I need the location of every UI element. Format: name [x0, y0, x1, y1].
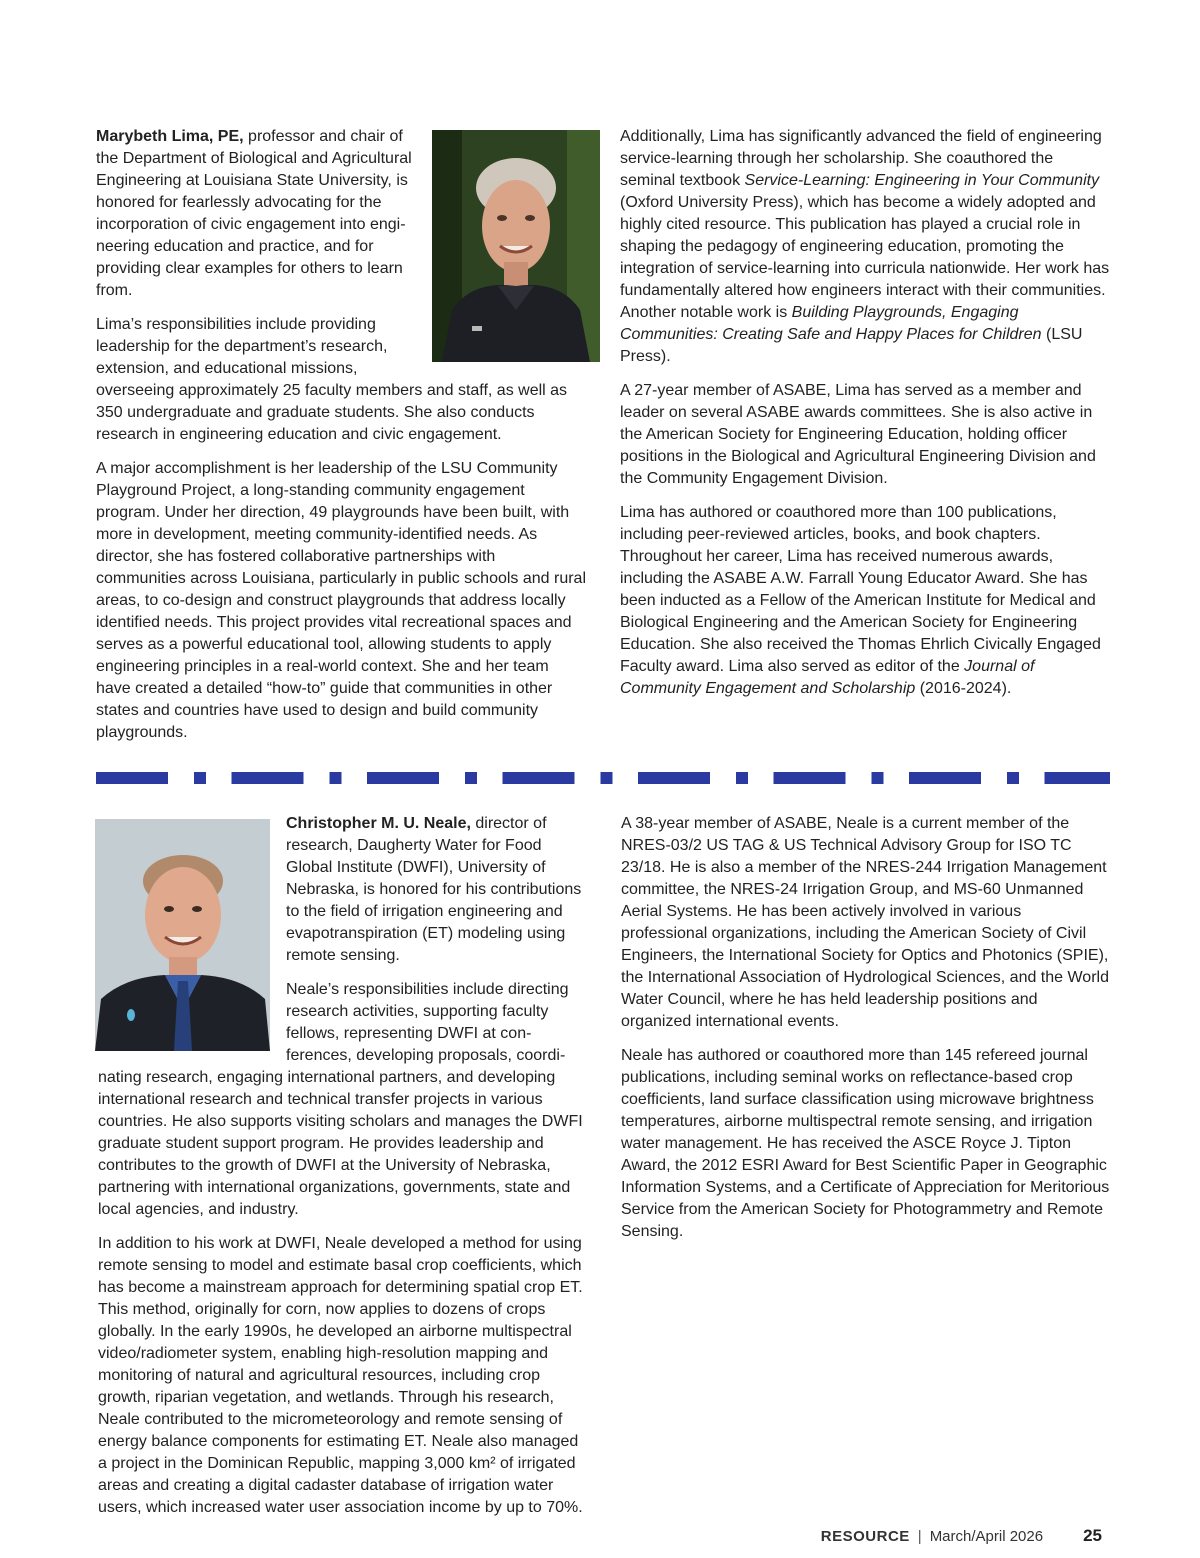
- lima-name: Marybeth Lima, PE,: [96, 128, 244, 145]
- lima-membership-paragraph: A 27-year member of ASABE, Lima has served as a member and leader on several ASABE awards committees. She is also active in the American Society for Engineering Education, holding officer positions in the Biological and Agricultural Engineering Division and the Community Engagement Division.: [620, 382, 1096, 487]
- divider-dot: [736, 772, 748, 784]
- lima-scholarship-text-1: Additionally, Lima has significantly advanced the field of engineering service-learning through her scholarship. She coauthored the seminal textbook: [620, 128, 1102, 189]
- section-divider: [96, 772, 1110, 784]
- lima-portrait-photo: [432, 130, 600, 362]
- magazine-name: RESOURCE: [820, 1528, 910, 1545]
- lima-playground-paragraph: A major accomplishment is her leadership of the LSU Community Playground Project, a long-standing community engagement program. Under her direction, 49 playgrounds have been built, with more in development, meeting community-identified needs. As director, she has fostered collaborative partnerships with communities across Louisiana, particularly in public schools and rural areas, to co-design and construct playgrounds that address locally identified needs. This project provides vital recreational spaces and serves as a powerful educational tool, allowing students to apply engineering principles in a real-world context. She and her team have created a detailed “how-to” guide that communities in other states and countries have used to design and build community playgrounds.: [96, 460, 587, 741]
- divider-dash: [1045, 772, 1111, 784]
- lima-column-right: [620, 126, 1110, 700]
- divider-dash: [96, 772, 168, 784]
- lima-journal-title: Journal of Community Engagement and Scholarship: [620, 658, 1035, 697]
- lima-textbook-title: Service-Learning: Engineering in Your Community: [744, 172, 1100, 189]
- footer-separator: |: [917, 1528, 922, 1545]
- lima-publications-text-2: (2016-2024).: [915, 680, 1012, 697]
- neale-publications-paragraph: Neale has authored or coauthored more than 145 refereed journal publications, including seminal works on reflectance-based crop coefficients, land surface classification using microwave brightness temperatures, airborne multispectral remote sensing, and irrigation water management. He has received the ASCE Royce J. Tipton Award, the 2012 ESRI Award for Best Scientific Paper in Geographic Information Systems, and a Certificate of Appreciation for Meritorious Service from the American Society for Photogrammetry and Remote Sensing.: [621, 1047, 1110, 1240]
- neale-portrait-photo: [95, 819, 270, 1051]
- portrait-illustration-icon: [432, 130, 600, 362]
- divider-dash: [367, 772, 439, 784]
- neale-column-right: [621, 813, 1111, 1243]
- neale-research-paragraph: In addition to his work at DWFI, Neale developed a method for using remote sensing to model and estimate basal crop coefficients, which has become a mainstream approach for determining spatial crop ET. This method, originally for corn, now applies to dozens of crops globally. In the early 1990s, he developed an airborne multispectral video/radiometer system, enabling high-resolution mapping and monitoring of natural and agricultural resources, including crop growth, riparian vegetation, and wetlands. Through his research, Neale contributed to the micrometeorology and remote sensing of energy balance components for estimating ET. Neale also managed a project in the Dominican Republic, mapping 3,000 km² of irrigated areas and creating a digital cadaster database of irrigation water users, which increased water user association income by up to 70%.: [98, 1235, 583, 1516]
- lima-intro-text: professor and chair of the Department of Biological and Agricultural Engineering at Louisiana State University, is honored for fearlessly advocating for the incorporation of civic engagement into engineering education and practice, and for providing clear examples for others to learn from.: [96, 128, 412, 299]
- lima-scholarship-paragraph: [620, 126, 1110, 368]
- divider-dash: [638, 772, 710, 784]
- divider-dot: [872, 772, 884, 784]
- divider-dot: [465, 772, 477, 784]
- divider-dash: [232, 772, 304, 784]
- neale-responsibilities-paragraph: Neale’s responsibilities include directing research activities, supporting faculty fellows, representing DWFI at conferences, developing proposals, coordinating research, engaging international partners, and developing international research and technical transfer projects in various countries. He also supports visiting scholars and manages the DWFI graduate student support program. He provides leadership and contributes to the growth of DWFI at the University of Nebraska, partnering with international organizations, governments, state and local agencies, and industry.: [98, 981, 583, 1218]
- lima-column-left: [96, 126, 586, 744]
- lima-responsibilities-paragraph: Lima’s responsibilities include providing leadership for the department’s research, extension, and educational missions, overseeing approximately 25 faculty members and staff, as well as 350 undergraduate and graduate students. She also conducts research in engineering education and civic engagement.: [96, 316, 568, 443]
- lima-publications-paragraph: [620, 502, 1110, 700]
- divider-dot: [1007, 772, 1019, 784]
- divider-dot: [194, 772, 206, 784]
- lima-publications-text-1: Lima has authored or coauthored more than 100 publications, including peer-reviewed articles, books, and book chapters. Throughout her career, Lima has received numerous awards, including the ASABE A.W. Farrall Young Educator Award. She has been inducted as a Fellow of the American Institute for Medical and Biological Engineering and the American Society for Engineering Education. She also received the Thomas Ehrlich Civically Engaged Faculty award. Lima also served as editor of the: [620, 504, 1101, 675]
- issue-date: March/April 2026: [929, 1528, 1044, 1545]
- portrait-illustration-icon: [95, 819, 270, 1051]
- neale-membership-paragraph: A 38-year member of ASABE, Neale is a current member of the NRES-03/2 US TAG & US Technical Advisory Group for ISO TC 23/18. He is also a member of the NRES-244 Irrigation Management committee, the NRES-24 Irrigation Group, and MS-60 Unmanned Aerial Systems. He has been actively involved in various professional organizations, including the American Society of Civil Engineers, the International Society for Optics and Photonics (SPIE), the International Association of Hydrological Sciences, and the World Water Council, where he has held leadership positions and organized international events.: [621, 815, 1109, 1030]
- neale-name: Christopher M. U. Neale,: [286, 815, 471, 832]
- neale-intro-text: director of research, Daugherty Water for Food Global Institute (DWFI), University of Nebraska, is honored for his contributions to the field of irrigation engineering and evapotranspiration (ET) modeling using remote sensing.: [286, 815, 582, 964]
- lima-book-title: Building Playgrounds, Engaging Communities: Creating Safe and Happy Places for Children: [620, 304, 1042, 343]
- divider-dot: [330, 772, 342, 784]
- divider-dash: [774, 772, 846, 784]
- page-footer: [821, 1526, 1102, 1546]
- lima-scholarship-text-3: (LSU Press).: [620, 326, 1083, 365]
- neale-column-left: [98, 813, 588, 1519]
- divider-dot: [601, 772, 613, 784]
- divider-dash: [503, 772, 575, 784]
- divider-dash: [909, 772, 981, 784]
- lima-scholarship-text-2: (Oxford University Press), which has become a widely adopted and highly cited resource. This publication has played a crucial role in shaping the pedagogy of engineering education, promoting the integration of service-learning into curricula nationwide. Her work has fundamentally altered how engineers interact with their communities. Another notable work is: [620, 194, 1110, 321]
- page-number: 25: [1083, 1526, 1102, 1545]
